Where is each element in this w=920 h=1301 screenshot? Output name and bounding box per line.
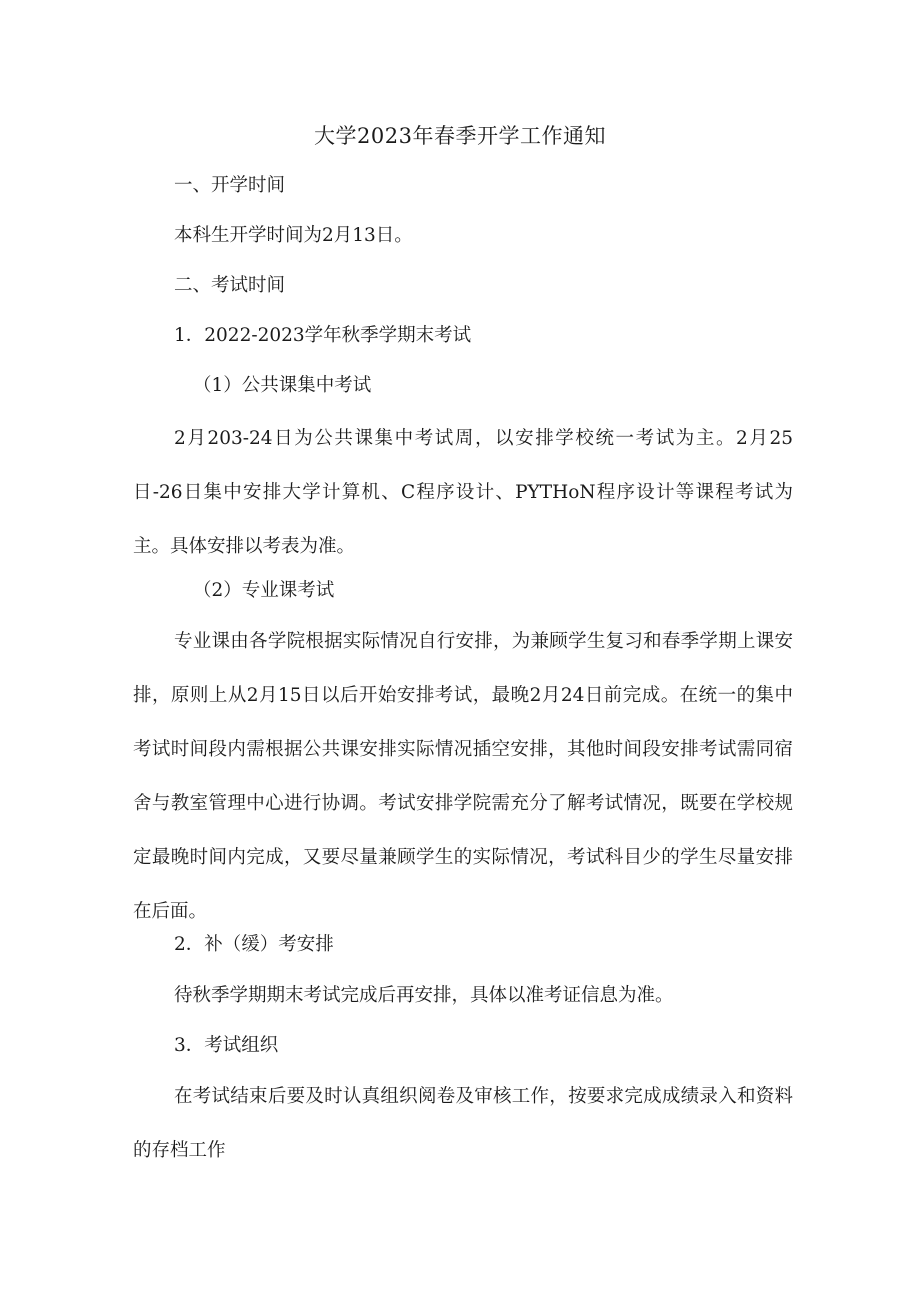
subheading-major-course-exams: （2）专业课考试 <box>193 580 335 601</box>
document-title: 大学2023年春季开学工作通知 <box>314 124 606 148</box>
paragraph-opening-date: 本科生开学时间为2月13日。 <box>174 225 413 246</box>
paragraph-major-course-exams: 专业课由各学院根据实际情况自行安排，为兼顾学生复习和春季学期上课安排，原则上从2月15日以后开始安排考试，最晚2月24日前完成。在统一的集中考试时间段内需根据公共课安排实际情况插空安排，其他时间段安排考试需同宿舍与教室管理中心进行协调。考试安排学院需充分了解考试情况，既要在学校规定最晚时间内完成，又要尽量兼顾学生的实际情况，考试科目少的学生尽量安排在后面。 <box>133 631 793 922</box>
paragraph-makeup-exams: 待秋季学期期末考试完成后再安排，具体以准考证信息为准。 <box>174 985 674 1006</box>
paragraph-public-course-exams: 2月203-24日为公共课集中考试周，以安排学校统一考试为主。2月25日-26日集中安排大学计算机、C程序设计、PYTHoN程序设计等课程考试为主。具体安排以考表为准。 <box>133 428 793 557</box>
subheading-public-course-exams: （1）公共课集中考试 <box>193 375 372 396</box>
subheading-exam-organization: 3．考试组织 <box>174 1035 279 1056</box>
paragraph-exam-organization: 在考试结束后要及时认真组织阅卷及审核工作，按要求完成成绩录入和资料的存档工作 <box>133 1086 793 1161</box>
subheading-makeup-exams: 2．补（缓）考安排 <box>174 934 334 955</box>
section-heading-opening-time: 一、开学时间 <box>174 175 286 196</box>
subheading-final-exams: 1．2022-2023学年秋季学期末考试 <box>174 325 472 346</box>
section-heading-exam-time: 二、考试时间 <box>174 275 286 296</box>
